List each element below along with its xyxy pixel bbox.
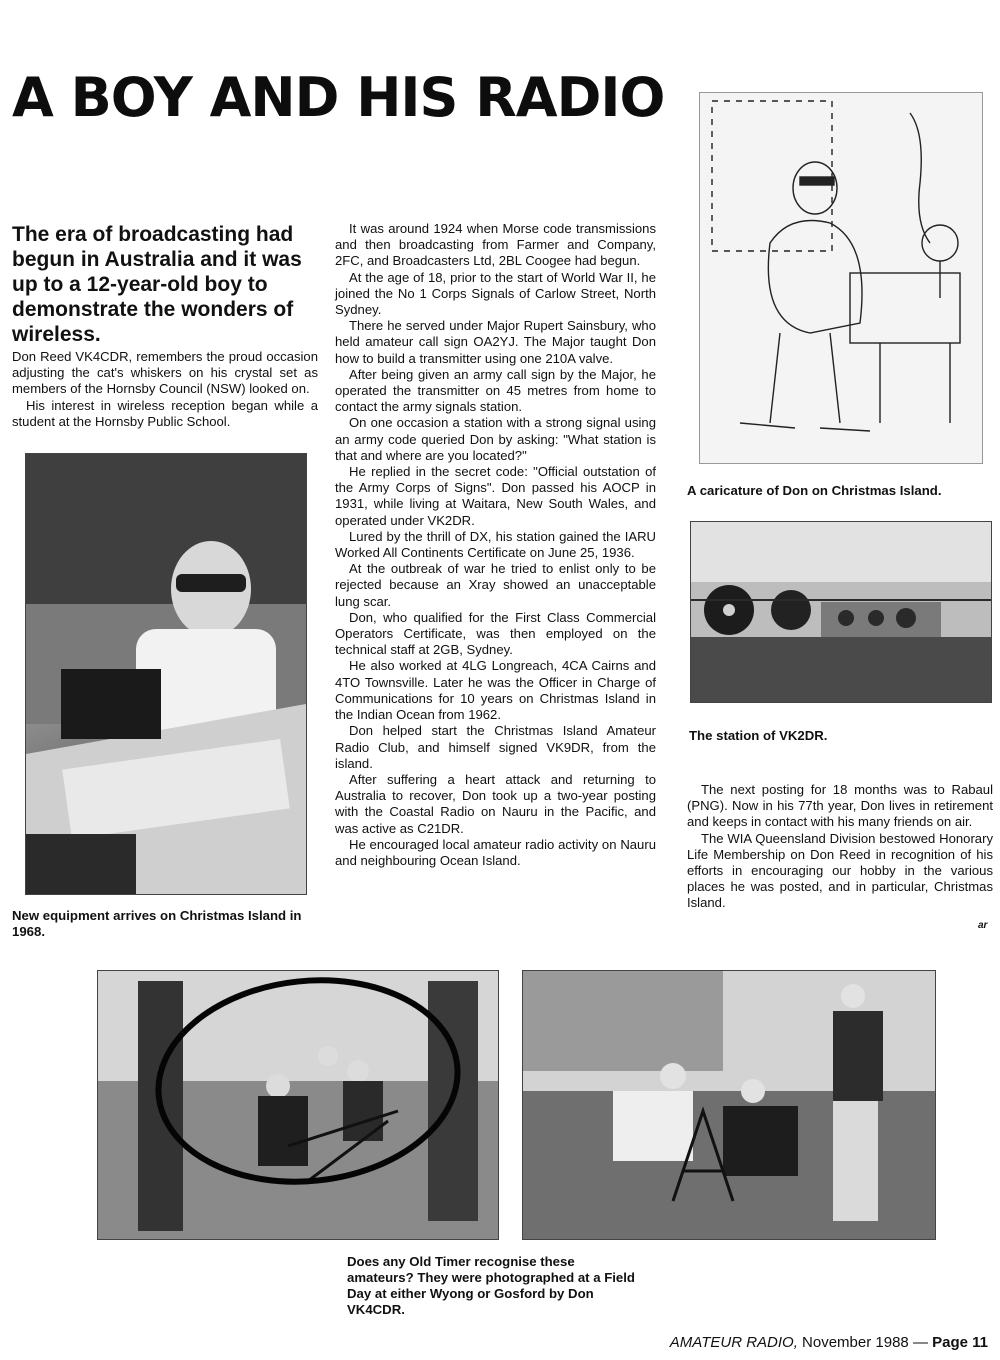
issue-date: November 1988 — — [797, 1334, 933, 1351]
paragraph: It was around 1924 when Morse code transmissions and then broadcasting from Farmer and Company, 2FC, and Broadcasters Ltd, 2BL Coogee had begun. — [335, 221, 656, 269]
page-number: Page 11 — [932, 1334, 988, 1351]
caption-caricature: A caricature of Don on Christmas Island. — [687, 483, 942, 498]
paragraph: At the outbreak of war he tried to enlist only to be rejected because an Xray showed an unacceptable lung scar. — [335, 561, 656, 609]
photo-christmas-island-equipment — [25, 453, 307, 895]
photo-field-day-left — [97, 970, 499, 1240]
photo-station-vk2dr — [690, 521, 992, 703]
paragraph: At the age of 18, prior to the start of World War II, he joined the No 1 Corps Signals of Carlow Street, North Sydney. — [335, 269, 656, 318]
paragraph: Don, who qualified for the First Class Commercial Operators Certificate, was then employed on the technical staff at 2GB, Sydney. — [335, 609, 656, 658]
headline: A BOY AND HIS RADIO — [12, 66, 665, 129]
caption-station: The station of VK2DR. — [689, 728, 828, 743]
paragraph: After suffering a heart attack and returning to Australia to recover, Don took up a two-year posting with the Coastal Radio on Nauru in the Pacific, and was active as C21DR. — [335, 771, 656, 836]
caricature-drawing — [699, 92, 983, 464]
paragraph: On one occasion a station with a strong signal using an army code queried Don by asking: "What station is that and where are you located?" — [335, 415, 656, 463]
end-mark: ar — [978, 920, 988, 931]
caption-christmas-island-equipment: New equipment arrives on Christmas Island in 1968. — [12, 908, 302, 939]
magazine-title: AMATEUR RADIO, — [669, 1334, 798, 1351]
paragraph: There he served under Major Rupert Sainsbury, who held amateur call sign OA2YJ. The Major taught Don how to build a transmitter using one 210A valve. — [335, 318, 656, 366]
right-column-text — [687, 782, 993, 912]
photo-field-day-right — [522, 970, 936, 1240]
paragraph: After being given an army call sign by the Major, he operated the transmitter on 45 metres from home to contact the army signals station. — [335, 366, 656, 415]
standfirst: The era of broadcasting had begun in Australia and it was up to a 12-year-old boy to demonstrate the wonders of wireless. — [12, 223, 302, 346]
caption-field-day: Does any Old Timer recognise these amateurs? They were photographed at a Field Day at either Wyong or Gosford by Don VK4CDR. — [347, 1254, 635, 1317]
paragraph: He replied in the secret code: "Official outstation of the Army Corps of Signs". Don passed his AOCP in 1931, while living at Waitara, New South Wales, and operated under VK2DR. — [335, 464, 656, 528]
intro-text — [12, 349, 318, 430]
paragraph: Don helped start the Christmas Island Amateur Radio Club, and himself signed VK9DR, from the island. — [335, 723, 656, 771]
page-footer — [670, 1334, 988, 1351]
paragraph: Lured by the thrill of DX, his station gained the IARU Worked All Continents Certificate on June 25, 1936. — [335, 528, 656, 561]
paragraph: His interest in wireless reception began while a student at the Hornsby Public School. — [12, 397, 318, 429]
paragraph: He also worked at 4LG Longreach, 4CA Cairns and 4TO Townsville. Later he was the Officer in Charge of Communications for 10 years on Christmas Island in the Indian Ocean from 1962. — [335, 658, 656, 723]
paragraph: He encouraged local amateur radio activity on Nauru and neighbouring Ocean Island. — [335, 836, 656, 868]
middle-column-text — [335, 221, 656, 869]
paragraph: The WIA Queensland Division bestowed Honorary Life Membership on Don Reed in recognition of his efforts in encouraging our hobby in the various places he was posted, and in particular, Christmas Island. — [687, 830, 993, 911]
paragraph: The next posting for 18 months was to Rabaul (PNG). Now in his 77th year, Don lives in retirement and keeps in contact with his many friends on air. — [687, 782, 993, 830]
paragraph: Don Reed VK4CDR, remembers the proud occasion adjusting the cat's whiskers on his crystal set as members of the Hornsby Council (NSW) looked on. — [12, 349, 318, 397]
